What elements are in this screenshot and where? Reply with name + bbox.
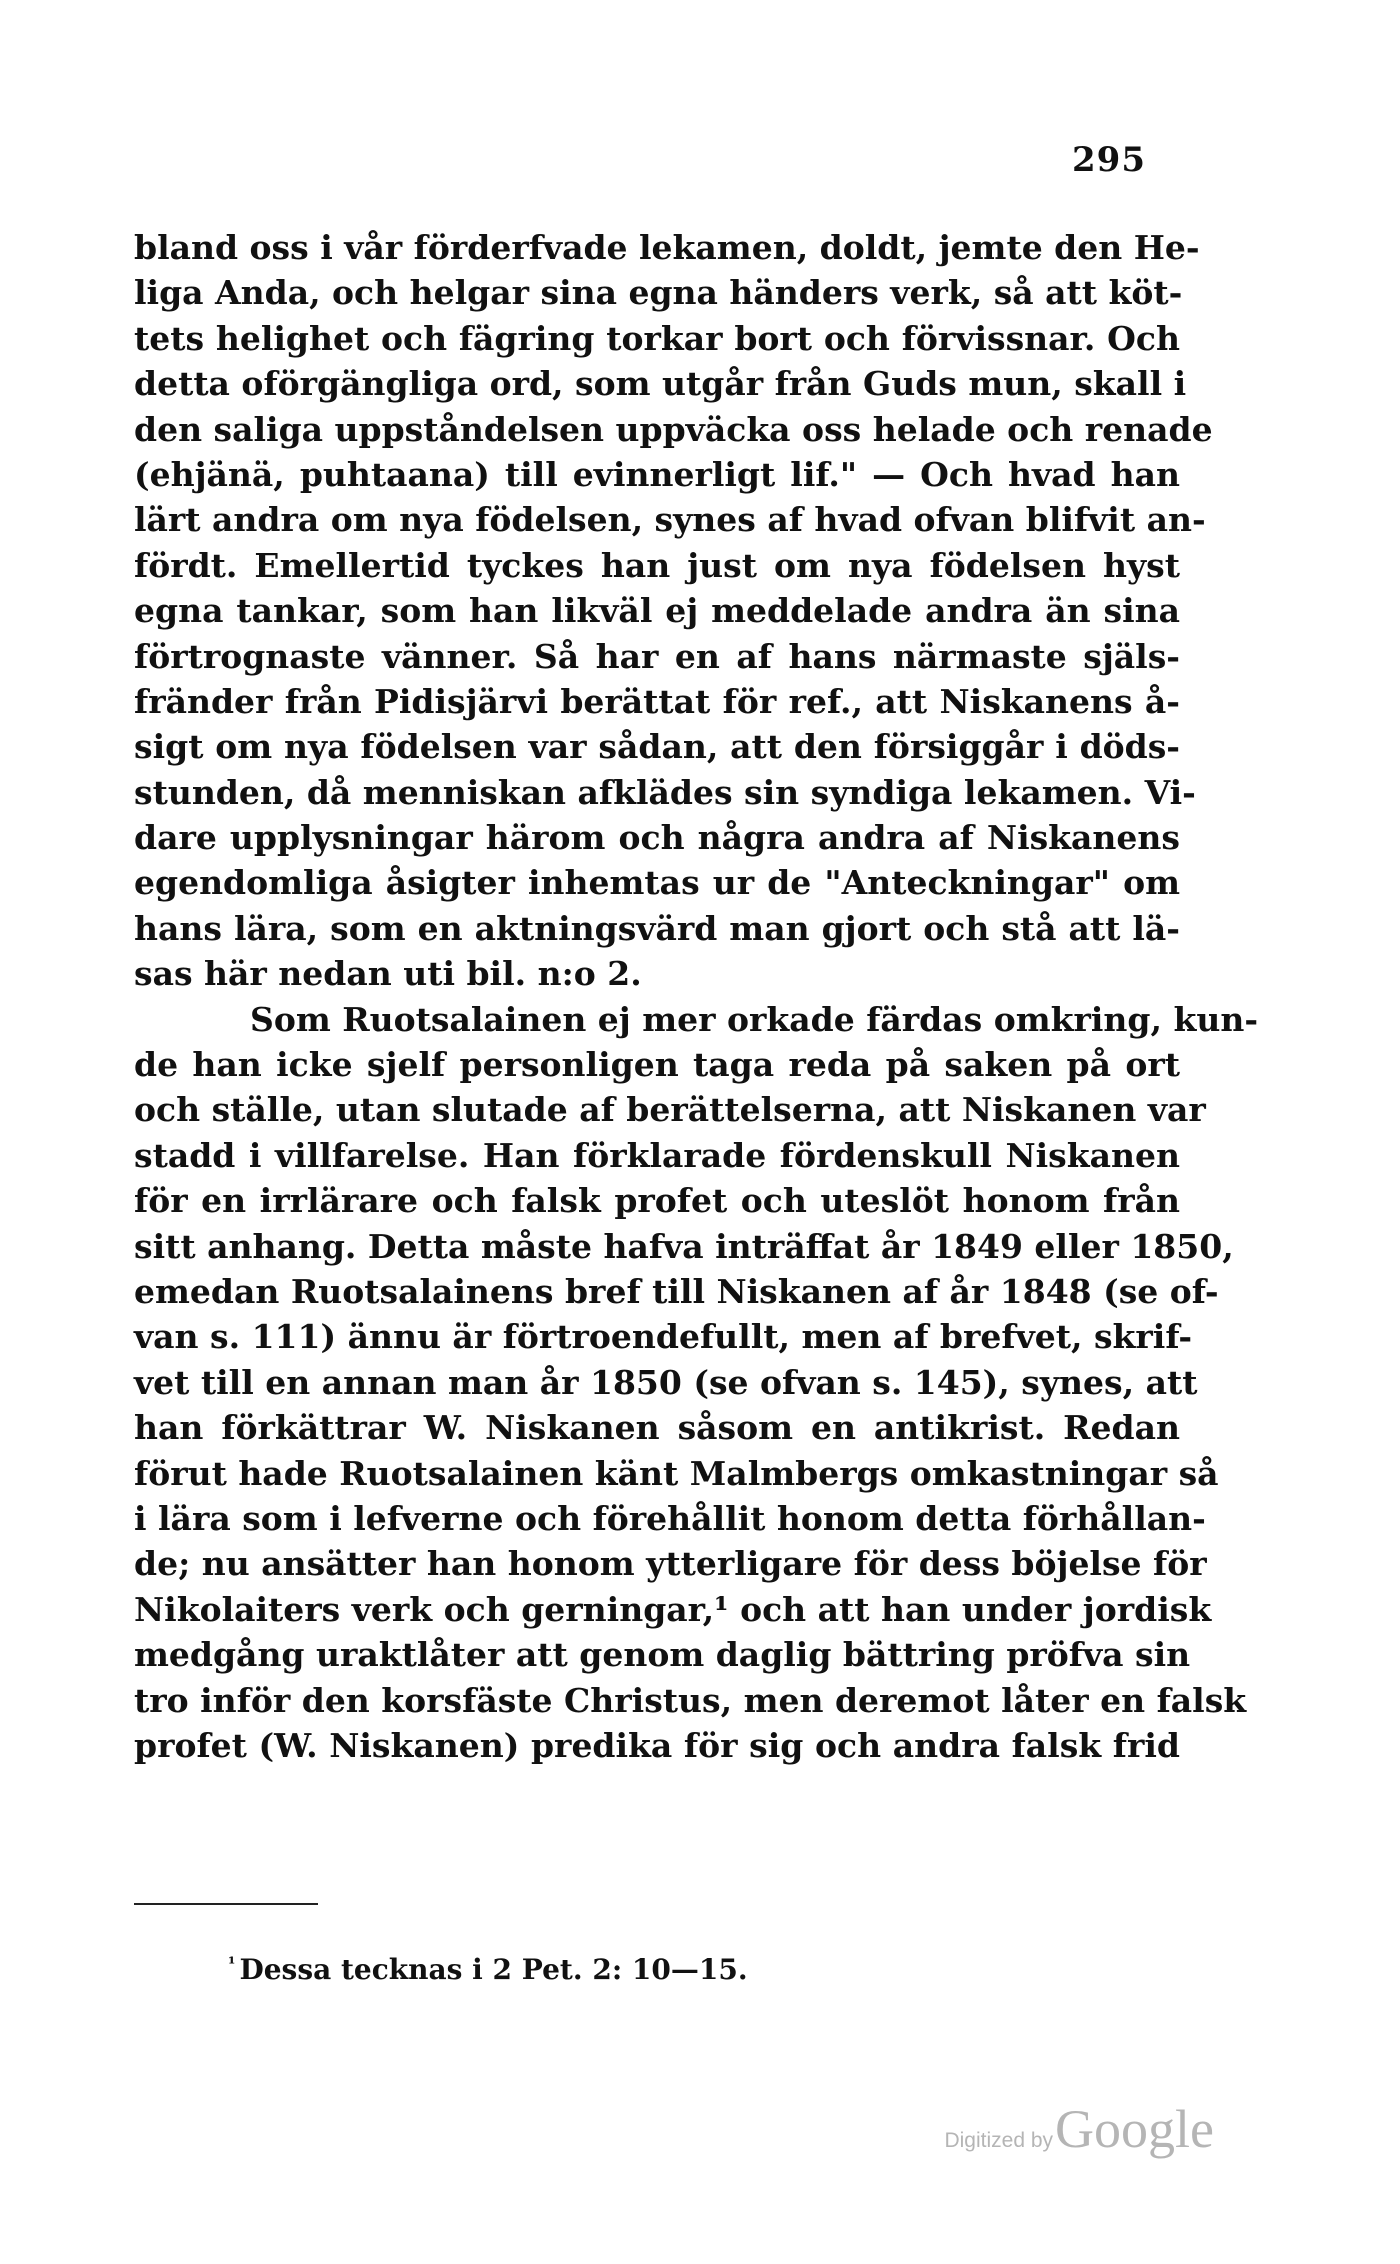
watermark-prefix: Digitized by xyxy=(944,2129,1054,2152)
text-line: hans lära, som en aktningsvärd man gjort och stå att lä- xyxy=(134,908,1180,948)
text-line: bland oss i vår förderfvade lekamen, doldt, jemte den He- xyxy=(134,228,1200,267)
text-line: emedan Ruotsalainens bref till Niskanen af år 1848 (se of- xyxy=(134,1271,1219,1311)
text-line: för en irrlärare och falsk profet och uteslöt honom från xyxy=(134,1181,1180,1221)
footnote-divider xyxy=(134,1903,318,1905)
text-line: de han icke sjelf personligen taga reda på saken på ort xyxy=(134,1045,1180,1085)
text-line: stunden, då menniskan afklädes sin syndiga lekamen. Vi- xyxy=(134,772,1196,812)
text-line: tets helighet och fägring torkar bort och förvissnar. Och xyxy=(134,318,1180,358)
footnote xyxy=(228,1953,748,1986)
text-line: sigt om nya födelsen var sådan, att den försiggår i döds- xyxy=(134,727,1180,767)
digitization-watermark xyxy=(944,2098,1214,2160)
text-line: Nikolaiters verk och gerningar,¹ och att han under jordisk xyxy=(134,1589,1212,1629)
text-line: dare upplysningar härom och några andra af Niskanens xyxy=(134,818,1180,858)
text-line: fördt. Emellertid tyckes han just om nya födelsen hyst xyxy=(134,545,1180,585)
text-line: lärt andra om nya födelsen, synes af hvad ofvan blifvit an- xyxy=(134,500,1206,540)
paragraph-start-line: Som Ruotsalainen ej mer orkade färdas omkring, kun- xyxy=(250,999,1259,1039)
text-line: tro inför den korsfäste Christus, men deremot låter en falsk xyxy=(134,1680,1247,1720)
text-line: i lära som i lefverne och förehållit honom detta förhållan- xyxy=(134,1498,1206,1538)
text-line: han förkättrar W. Niskanen såsom en antikrist. Redan xyxy=(134,1408,1180,1448)
body-text xyxy=(134,225,1259,1768)
footnote-marker: ¹ xyxy=(228,1953,236,1974)
text-line: vet till en annan man år 1850 (se ofvan s. 145), synes, att xyxy=(134,1362,1198,1402)
text-line: (ehjänä, puhtaana) till evinnerligt lif." — Och hvad han xyxy=(134,454,1180,494)
text-line: sas här nedan uti bil. n:o 2. xyxy=(134,954,642,994)
watermark-brand: Google xyxy=(1055,2099,1214,2159)
text-line: egna tankar, som han likväl ej meddelade andra än sina xyxy=(134,591,1180,631)
text-line: egendomliga åsigter inhemtas ur de "Anteckningar" om xyxy=(134,863,1180,903)
text-line: och ställe, utan slutade af berättelserna, att Niskanen var xyxy=(134,1090,1206,1130)
text-line: de; nu ansätter han honom ytterligare för dess böjelse för xyxy=(134,1544,1207,1584)
text-line: stadd i villfarelse. Han förklarade fördenskull Niskanen xyxy=(134,1135,1180,1175)
text-line: medgång uraktlåter att genom daglig bättring pröfva sin xyxy=(134,1635,1191,1675)
text-line: förut hade Ruotsalainen känt Malmbergs omkastningar så xyxy=(134,1453,1219,1493)
text-line: förtrognaste vänner. Så har en af hans närmaste själs- xyxy=(134,636,1180,676)
page-number: 295 xyxy=(1072,140,1146,180)
text-line: den saliga uppståndelsen uppväcka oss helade och renade xyxy=(134,409,1213,449)
footnote-text: Dessa tecknas i 2 Pet. 2: 10—15. xyxy=(239,1953,748,1986)
text-line: profet (W. Niskanen) predika för sig och andra falsk frid xyxy=(134,1725,1180,1765)
text-line: fränder från Pidisjärvi berättat för ref., att Niskanens å- xyxy=(134,681,1180,721)
text-line: van s. 111) ännu är förtroendefullt, men af brefvet, skrif- xyxy=(134,1317,1193,1357)
text-line: liga Anda, och helgar sina egna händers verk, så att köt- xyxy=(134,273,1183,313)
text-line: sitt anhang. Detta måste hafva inträffat år 1849 eller 1850, xyxy=(134,1226,1234,1266)
text-line: detta oförgängliga ord, som utgår från Guds mun, skall i xyxy=(134,364,1187,404)
